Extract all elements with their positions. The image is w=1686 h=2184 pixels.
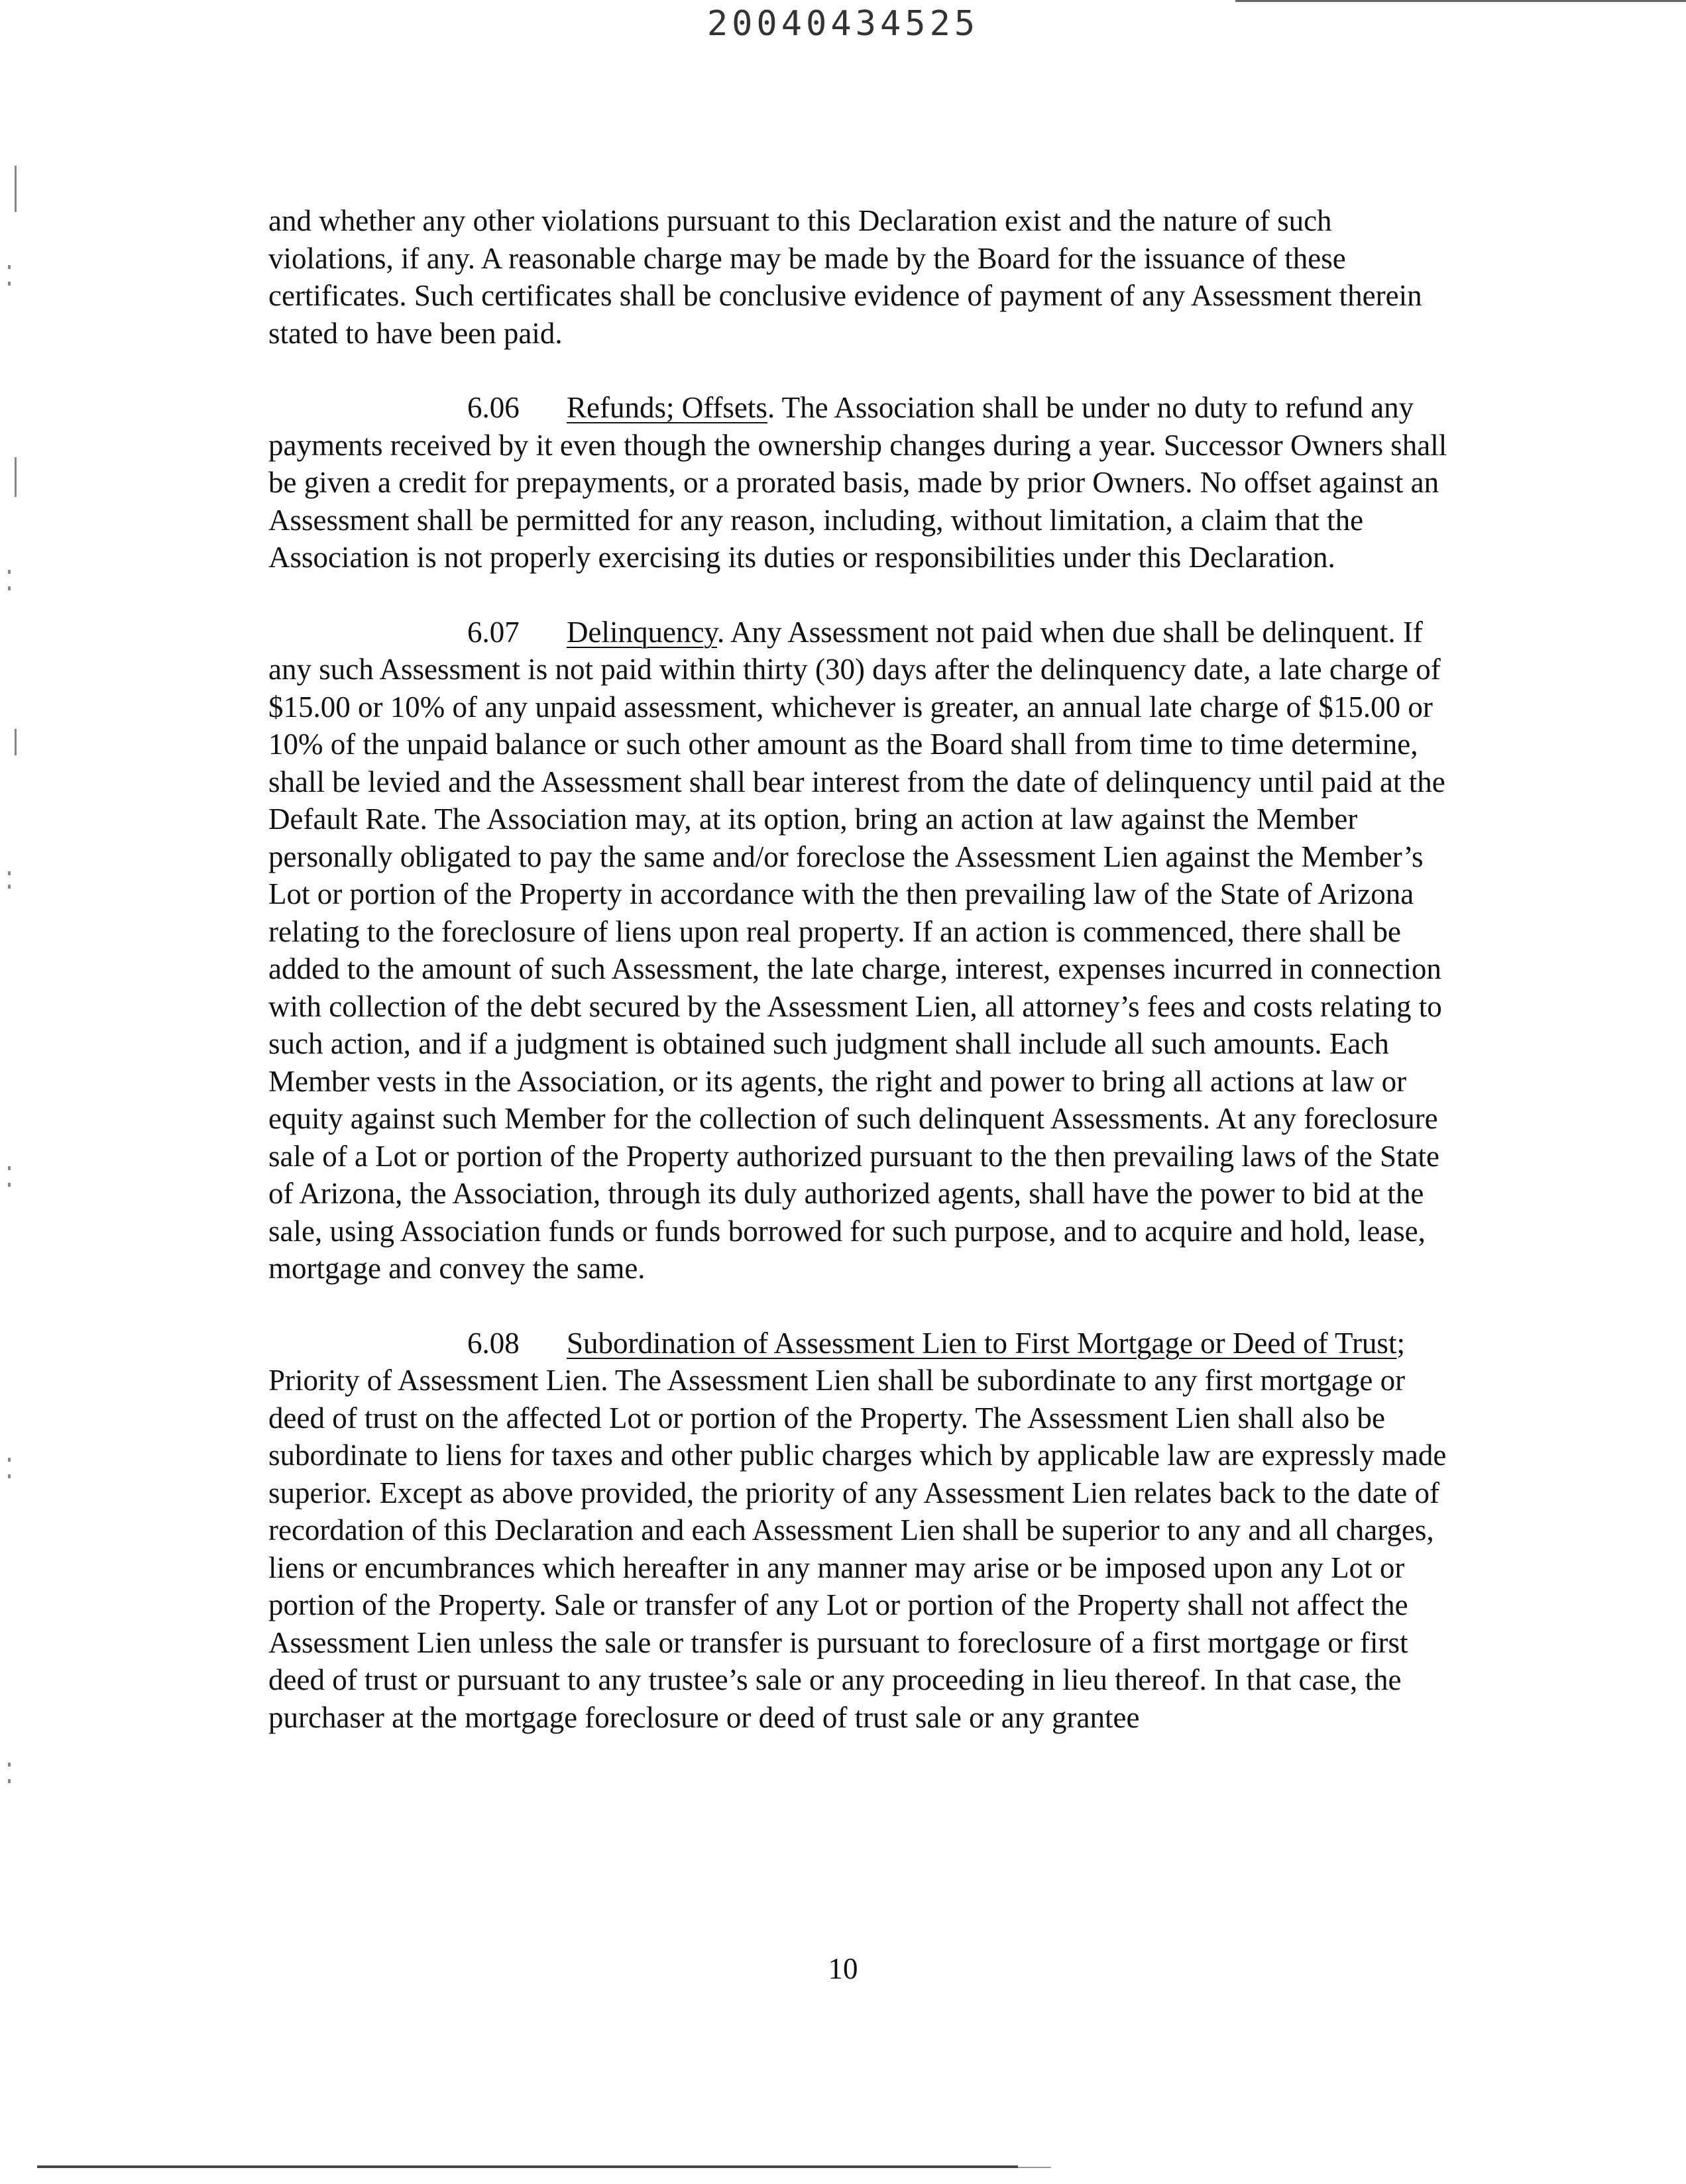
scan-mark (8, 1779, 11, 1783)
scan-mark (8, 265, 11, 269)
bottom-rule (37, 2165, 1018, 2168)
section-title: Refunds; Offsets (567, 391, 767, 424)
scan-mark (8, 1763, 11, 1767)
section-body: . Any Assessment not paid when due shall be delinquent. If any such Assessment is not paid within thirty (30) days after the delinquency date, a late charge of $15.00 or 10% of any unpaid assessment, whichever is greater, an annual late charge of $15.00 or 10% of the unpaid balance or such other amount as the Board shall from time to time determine, shall be levied and the Assessment shall bear interest from the date of delinquency until paid at the Default Rate. The Association may, at its option, bring an action at law against the Member personally obligated to pay the same and/or foreclose the Assessment Lien against the Member’s Lot or portion of the Property in accordance with the then prevailing law of the State of Arizona relating to the foreclosure of liens upon real property. If an action is commenced, there shall be added to the amount of such Assessment, the late charge, interest, expenses incurred in connection with collection of the debt secured by the Assessment Lien, all attorney’s fees and costs relating to such action, and if a judgment is obtained such judgment shall include all such amounts. Each Member vests in the Association, or its agents, the right and power to bring all actions at law or equity against such Member for the collection of such delinquent Assessments. At any foreclosure sale of a Lot or portion of the Property authorized pursuant to the then prevailing laws of the State of Arizona, the Association, through its duly authorized agents, shall have the power to bid at the sale, using Association funds or funds borrowed for such purpose, and to acquire and hold, lease, mortgage and convey the same. (268, 615, 1445, 1285)
section-body: . The Association shall be under no duty to refund any payments received by it even though the ownership changes during a year. Successor Owners shall be given a credit for prepayments, or a prorated basis, made by prior Owners. No offset against an Assessment shall be permitted for any reason, including, without limitation, a claim that the Association is not properly exercising its duties or responsibilities under this Declaration. (268, 391, 1447, 574)
page-number: 10 (828, 1952, 858, 1985)
section-title: Subordination of Assessment Lien to First Mortgage or Deed of Trust (567, 1326, 1397, 1360)
document-body (268, 202, 1458, 1736)
scan-mark (8, 1458, 11, 1462)
scan-margin-marks (0, 0, 27, 2184)
scan-mark (8, 586, 11, 590)
scan-mark (15, 457, 17, 497)
section-6-07 (268, 614, 1458, 1287)
scan-mark (15, 729, 17, 755)
scan-mark (8, 570, 11, 574)
scan-mark (8, 871, 11, 875)
section-body: ; Priority of Assessment Lien. The Assessment Lien shall be subordinate to any first mortgage or deed of trust on the affected Lot or portion of the Property. The Assessment Lien shall also be subordinate to liens for taxes and other public charges which by applicable law are expressly made superior. Except as above provided, the priority of any Assessment Lien relates back to the date of recordation of this Declaration and each Assessment Lien shall be superior to any and all charges, liens or encumbrances which hereafter in any manner may arise or be imposed upon any Lot or portion of the Property. Sale or transfer of any Lot or portion of the Property shall not affect the Assessment Lien unless the sale or transfer is pursuant to foreclosure of a first mortgage or first deed of trust or pursuant to any trustee’s sale or any proceeding in lieu thereof. In that case, the purchaser at the mortgage foreclosure or deed of trust sale or any grantee (268, 1326, 1447, 1734)
section-6-08 (268, 1325, 1458, 1737)
intro-paragraph: and whether any other violations pursuant to this Declaration exist and the nature of such violations, if any. A reasonable charge may be made by the Board for the issuance of these certificates. Such certificates shall be conclusive evidence of payment of any Assessment therein stated to have been paid. (268, 204, 1422, 350)
scan-mark (8, 282, 11, 286)
scan-mark (15, 166, 17, 212)
scan-mark (8, 885, 11, 889)
section-title: Delinquency (567, 615, 717, 649)
top-rule (1235, 0, 1686, 2)
section-number: 6.08 (467, 1326, 520, 1360)
scan-mark (8, 1183, 11, 1187)
bottom-rule-tail (1018, 2167, 1051, 2168)
section-6-06 (268, 389, 1458, 576)
section-number: 6.06 (467, 391, 520, 424)
document-number: 20040434525 (706, 4, 980, 44)
section-number: 6.07 (467, 615, 520, 649)
scan-mark (8, 1166, 11, 1170)
scan-mark (8, 1474, 11, 1478)
